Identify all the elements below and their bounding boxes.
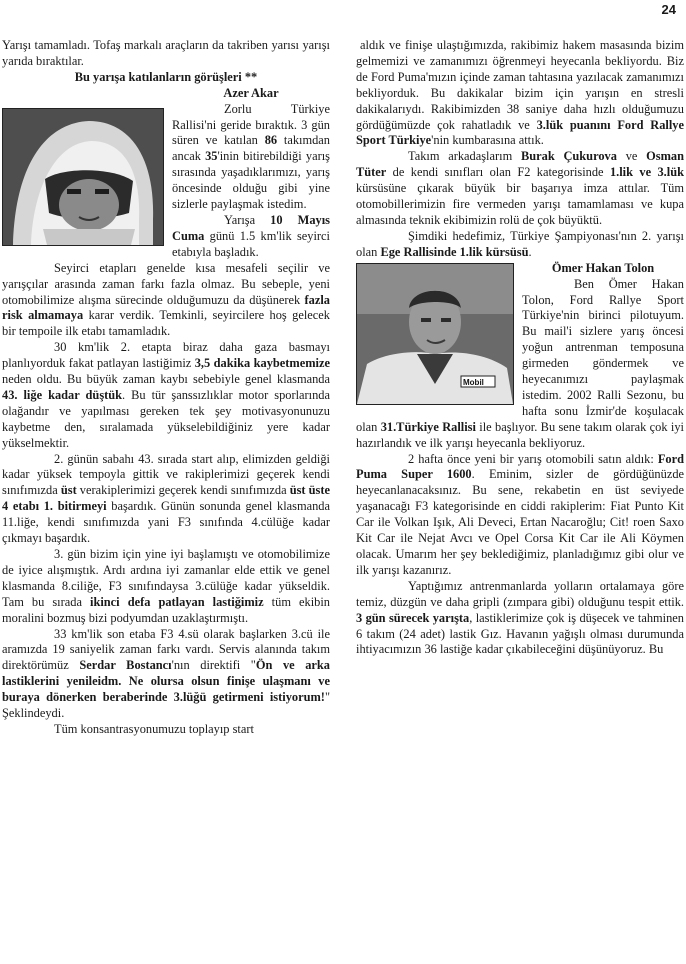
helmet-portrait-image	[3, 109, 163, 245]
left-column	[2, 38, 330, 738]
azer-akar-intro: Zorlu Türkiye Rallisi'ni geride bıraktık. 3 gün süren ve katılan 86 takımdan ancak 35'inin bitirebildiği yarış sırasında yaşadıklarımızı, yarış öncesinde olduğu gibi yine sizlerle paylaşmak istedim.	[172, 101, 330, 212]
azer-akar-name: Azer Akar	[223, 85, 279, 100]
paragraph-training: Yaptığımız antrenmanlarda yolların ortalamaya göre temiz, düzgün ve daha gripli (zımpara gibi) olduğunu tespit ettik. 3 gün sürecek yarışta, lastiklerimize çok iş düşecek ve tahminen 6 takım (24 adet) lastik Gız. Havanın yağışlı olması durumunda ihtiyacımızın 36 lastiğe kadar çıkabileceğini düşünüyoruz. Bu	[356, 578, 684, 657]
intro-paragraph: Yarışı tamamladı. Tofaş markalı araçların da takriben yarısı yarışı yarıda bıraktılar.	[2, 38, 330, 68]
page-number: 24	[661, 2, 676, 17]
paragraph-stage-two: 30 km'lik 2. etapta biraz daha gaza basmayı planlıyorduk fakat patlayan lastiğimiz 3,5 dakika kaybetmemize neden oldu. Bu büyük zaman kaybı sebebiyle genel klasmanda 43. liğe kadar düştük. Bu tür şanssızlıklar motor sporlarında olağandır ve yapılması gereken tek şey motivasyonunuzu kaybetme den, sıralamada yükselebildiğiniz yere kadar yükselmektir.	[2, 340, 330, 450]
paragraph-next-goal: Şimdiki hedefimiz, Türkiye Şampiyonası'nın 2. yarışı olan Ege Rallisinde 1.lik kürsüsü.	[356, 228, 684, 259]
paragraph-race-start: Yarışa 10 Mayıs Cuma günü 1.5 km'lik seyirci etabıyla başladık.	[172, 212, 330, 259]
omer-hakan-tolon-name: Ömer Hakan Tolon	[551, 260, 655, 275]
driver-portrait-image	[357, 264, 513, 404]
section-heading: Bu yarışa katılanların görüşleri **	[74, 69, 258, 84]
paragraph-teammates: Takım arkadaşlarım Burak Çukurova ve Osman Tüter de kendi sınıfları olan F2 kategorisinde 1.lik ve 3.lük kürsüsüne çıkarak büyük bir başarıya imza attılar. Tüm otomobillerimizin fire vermeden yarışı tamamlaması ve kupa almasında teknik ekibimizin rolü de çok büyüktü.	[356, 149, 685, 227]
paragraph-day-two: 2. günün sabahı 43. sırada start alıp, elimizden geldiği kadar yüksek tempoyla gittik ve rakiplerimizi geçerek kendi sınıfımızda üst verakiplerimizi geçerek kendi sınıfımızda üst üste 4 etabı 1. bitirmeyi başardık. Günün sonunda genel klasmanda 11.liğe, kendi sınıfımızda yani F3 sınıfında 4.cülüğe kadar çıkmayı başardık.	[2, 451, 331, 546]
paragraph-new-car: 2 hafta önce yeni bir yarış otomobili satın aldık: Ford Puma Super 1600. Eminim, sizler de gördüğünüzde heyecanlanacaksınız. Bu sene, rekabetin en üst seviyede yaşanacağı F3 kategorisinde en ciddi rakiplerim: Fiat Punto Kit Car ile Volkan Işık, Ali Deveci, Ertan Nacaroğlu; Cit! roen Saxo Kit Car ile Nejat Avcı ve Opel Corsa Kit Car ile Ali Köymen olacak. Umarım her şey beklediğimiz, planladığımız gibi olur ve ilk yarışı kazanırız.	[356, 451, 685, 577]
right-column	[356, 38, 684, 658]
paragraph-spectator-stage: Seyirci etapları genelde kısa mesafeli seçilir ve yarışçılar arasında zaman farkı fazla olmaz. Bu sebeple, yeni otomobilimize alışma sürecinde olduğumuzu da düşünerek fazla risk almamaya karar verdik. Temkinli, seyircilere hoş gelecek bir tempoile ilk etabı tamamladık.	[2, 260, 330, 339]
omer-hakan-tolon-intro: Ben Ömer Hakan Tolon, Ford Rallye Sport Türkiye'nin birinci pilotuyum. Bu mail'i sizlere yarış öncesi yoğun antrenman temposuna girmeden göndermek ve heyecanımızı paylaşmak istedim. 2002 Ralli Sezonu, bu hafta sonu İzmir'de koşulacak olan 31.Türkiye Rallisi ile başlıyor. Bu sene takım olarak çok iyi hazırlandık ve ilk yarışı heyecanla bekliyoruz.	[356, 276, 684, 450]
omer-hakan-tolon-photo	[356, 263, 514, 405]
paragraph-concentration: Tüm konsantrasyonumuzu toplayıp start	[54, 721, 254, 736]
paragraph-day-three: 3. gün bizim için yine iyi başlamıştı ve otomobilimize de iyice alışmıştık. Ardı ardına iyi zamanlar elde ettik ve genel klasmanda 8.ciliğe, F3 sınıfındaysa 3.cülüğe kadar yükseldik. Tam bu sırada ikinci defa patlayan lastiğimiz tüm ekibin moralini bozmuş bizi podyumdan uzaklaştırmıştı.	[2, 547, 330, 625]
paragraph-finish: aldık ve finişe ulaştığımızda, rakibimiz hakem masasında bizim gelmemizi ve zamanımızı öğrenmeyi heyecanla bekliyordu. Biz de Ford Puma'mızın içinde zaman tahtasına yazılacak zamanımızı bekliyorduk. Bu dakikalar bizim için yarışın en stresli dakikalarıydı. Rakibimizden 38 saniye daha hızlı olduğumuzu gördüğümüzde çok rahatladık ve 3.lük puanını Ford Rallye Sport Türkiye'nin kumbarasına attık.	[356, 38, 684, 148]
sponsor-badge-text: Mobil	[463, 377, 484, 387]
paragraph-last-stage: 33 km'lik son etaba F3 4.sü olarak başlarken 3.cü ile aramızda 19 saniyelik zaman farkı vardı. Servis alanında takım direktörümüz Serdar Bostancı'nın direktifi "Ön ve arka lastiklerini yenileidm. Ne olursa olsun finişe ulaşmanı ve buraya dönerken beraberinde 3.lüğü getirmeni istiyorum!" Şeklindeydi.	[2, 626, 330, 721]
azer-akar-photo	[2, 108, 164, 246]
